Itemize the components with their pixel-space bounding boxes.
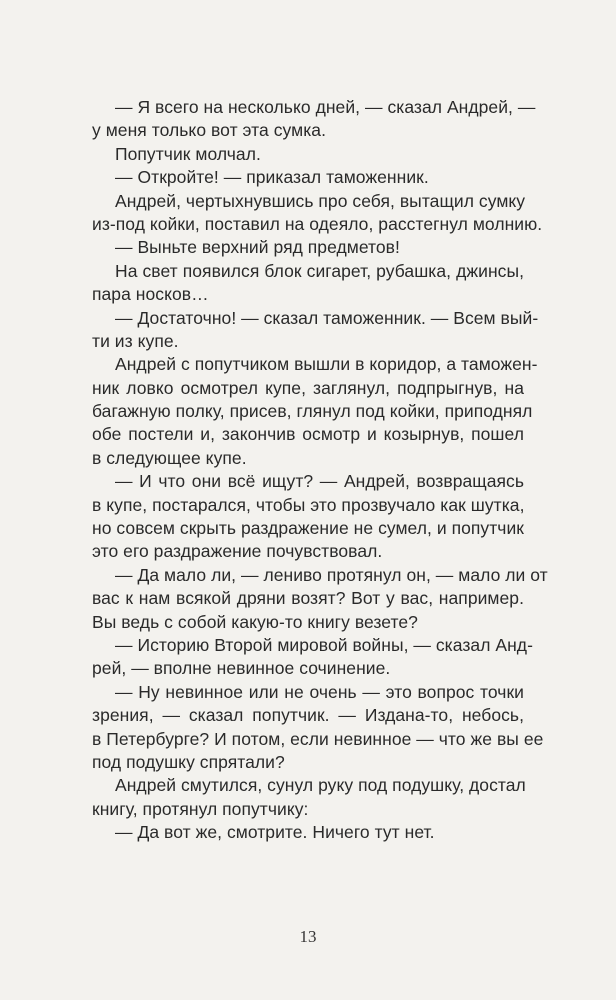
text-line: это его раздражение почувствовал.: [92, 541, 383, 562]
text-line: в следующее купе.: [92, 447, 247, 468]
text-line: На свет появился блок сигарет, рубашка, джинсы,: [115, 260, 524, 281]
text-line: Андрей с попутчиком вышли в коридор, а таможен-: [115, 354, 538, 375]
text-line: вас к нам всякой дряни возят? Вот у вас, например.: [92, 588, 524, 609]
text-line: в Петербурге? И потом, если невинное — что же вы ее: [92, 728, 544, 749]
text-line: из-под койки, поставил на одеяло, расстегнул молнию.: [92, 213, 543, 234]
page-number: 13: [299, 927, 317, 946]
text-line: багажную полку, присев, глянул под койки, приподнял: [92, 401, 533, 422]
text-line: — Достаточно! — сказал таможенник. — Всем вый-: [115, 307, 539, 328]
text-line: — Да мало ли, — лениво протянул он, — мало ли от: [115, 564, 548, 585]
text-line: ти из купе.: [92, 330, 179, 351]
text-line: — Да вот же, смотрите. Ничего тут нет.: [115, 822, 435, 843]
text-line: Попутчик молчал.: [115, 143, 261, 164]
text-line: в купе, постарался, чтобы это прозвучало как шутка,: [92, 494, 525, 515]
text-line: книгу, протянул попутчику:: [92, 798, 309, 819]
text-line: рей, — вполне невинное сочинение.: [92, 658, 391, 679]
text-line: Андрей смутился, сунул руку под подушку, достал: [115, 775, 526, 796]
text-line: пара носков…: [92, 284, 209, 305]
text-line: — Откройте! — приказал таможенник.: [115, 167, 429, 188]
text-line: ник ловко осмотрел купе, заглянул, подпрыгнув, на: [92, 377, 524, 398]
text-line: обе постели и, закончив осмотр и козырнув, пошел: [92, 424, 524, 445]
text-line: зрения, — сказал попутчик. — Издана-то, небось,: [92, 705, 524, 726]
text-line: Андрей, чертыхнувшись про себя, вытащил сумку: [115, 190, 526, 211]
text-line: у меня только вот эта сумка.: [92, 120, 326, 141]
body-text: [92, 96, 548, 845]
text-line: но совсем скрыть раздражение не сумел, и попутчик: [92, 518, 524, 539]
text-line: — Выньте верхний ряд предметов!: [115, 237, 400, 258]
text-line: — Историю Второй мировой войны, — сказал Анд-: [115, 634, 533, 655]
text-line: — И что они всё ищут? — Андрей, возвращаясь: [115, 471, 524, 492]
text-line: — Я всего на несколько дней, — сказал Андрей, —: [115, 97, 536, 117]
text-line: — Ну невинное или не очень — это вопрос точки: [115, 681, 524, 702]
text-line: Вы ведь с собой какую-то книгу везете?: [92, 611, 418, 632]
text-line: под подушку спрятали?: [92, 751, 285, 772]
